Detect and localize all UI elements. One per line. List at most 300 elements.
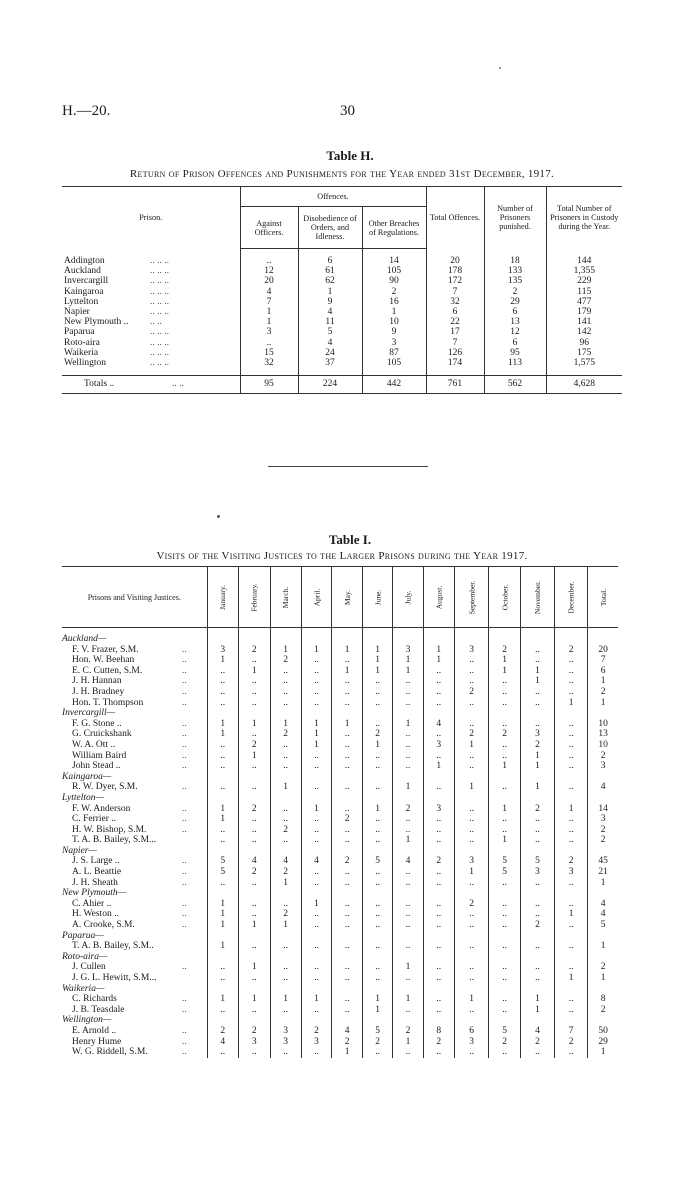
visit-count-cell: .. [454,804,489,815]
justice-name: J. H. Sheath [72,877,118,888]
visit-count-cell: 4 [520,1026,554,1037]
visit-count-cell: 21 [588,867,618,878]
justice-cell [62,655,207,666]
punished-cell: 135 [484,276,546,286]
total-against-cell: 95 [240,376,298,394]
visit-count-cell: 2 [520,920,554,931]
visit-count-cell: 1 [489,835,520,846]
justice-cell [62,909,207,920]
empty-cell [238,952,270,963]
total-total-cell: 761 [426,376,484,394]
visit-count-cell: .. [332,698,362,709]
visit-count-cell: .. [207,666,238,677]
justice-name: William Baird [72,750,127,761]
visit-count-cell: .. [454,666,489,677]
visit-count-cell: 20 [588,645,618,656]
other-cell: 90 [362,276,426,286]
justice-cell [62,719,207,730]
prison-group-name: Paparua— [62,930,104,941]
justice-cell [62,687,207,698]
punished-cell: 133 [484,266,546,276]
visit-count-cell: .. [555,1047,588,1058]
visit-count-cell: .. [238,676,270,687]
table-row [62,909,618,920]
total-cell: 6 [426,307,484,317]
visit-count-cell: .. [489,719,520,730]
justice-name: J. S. Large .. [72,856,120,867]
visit-count-cell: .. [270,676,301,687]
visit-count-cell: .. [270,814,301,825]
visit-count-cell: 1 [423,761,454,772]
visit-count-cell: .. [520,825,554,836]
visit-count-cell: 3 [520,867,554,878]
visit-count-cell: 4 [270,856,301,867]
empty-cell [270,708,301,719]
empty-cell [588,772,618,783]
prison-name: Paparua [64,327,95,338]
visit-count-cell: 1 [301,740,332,751]
visit-count-cell: 1 [270,719,301,730]
visit-count-cell: .. [301,655,332,666]
empty-cell [362,1015,392,1026]
visit-count-cell: 2 [588,687,618,698]
visit-count-cell: .. [207,751,238,762]
disob-cell: 11 [298,317,362,327]
visit-count-cell: .. [423,899,454,910]
table-row [62,1037,618,1048]
visit-count-cell: 5 [362,1026,392,1037]
justice-name: J. H. Hannan [72,676,122,687]
group-heading-row [62,634,618,645]
visit-count-cell: .. [489,1005,520,1016]
empty-cell [489,952,520,963]
empty-cell [332,952,362,963]
other-cell: 9 [362,327,426,337]
visit-count-cell: 2 [520,1037,554,1048]
leader-dots: .. [182,782,187,793]
visit-count-cell: .. [520,941,554,952]
visit-count-cell: 2 [588,751,618,762]
empty-cell [362,708,392,719]
col-custody-header: Total Number of Prisoners in Custody during the Year. [546,187,622,249]
col-other-header: Other Breaches of Regulations. [362,207,426,249]
visit-count-cell: .. [555,878,588,889]
visit-count-cell: .. [555,941,588,952]
visit-count-cell: .. [489,994,520,1005]
visit-count-cell: 1 [489,761,520,772]
empty-cell [555,634,588,645]
empty-cell [207,931,238,942]
visit-count-cell: .. [301,782,332,793]
visit-count-cell: .. [207,835,238,846]
visit-count-cell: 1 [362,1005,392,1016]
visit-count-cell: 2 [520,740,554,751]
empty-cell [454,952,489,963]
visit-count-cell: 2 [332,814,362,825]
justice-cell [62,676,207,687]
visit-count-cell: 2 [489,645,520,656]
custody-cell: 142 [546,327,622,337]
table-row [62,307,622,317]
leader-dots: .. [182,1004,187,1015]
visit-count-cell: .. [423,782,454,793]
empty-cell [362,952,392,963]
visit-count-cell: .. [555,920,588,931]
empty-cell [520,772,554,783]
prison-cell [62,297,240,307]
group-heading-row [62,952,618,963]
visit-count-cell: .. [270,973,301,984]
visit-count-cell: 6 [588,666,618,677]
visit-count-cell: .. [555,687,588,698]
visit-count-cell: .. [362,941,392,952]
empty-cell [301,846,332,857]
empty-cell [520,931,554,942]
empty-cell [301,793,332,804]
justice-name: J. H. Bradney [72,686,125,697]
empty-cell [520,793,554,804]
justice-cell [62,973,207,984]
leader-dots: .. [182,877,187,888]
empty-cell [207,846,238,857]
month-label: February. [249,582,259,612]
visit-count-cell: .. [270,804,301,815]
visit-count-cell: .. [332,751,362,762]
visit-count-cell: .. [393,1005,423,1016]
prison-name: Wellington [64,358,106,369]
against-cell: 4 [240,287,298,297]
visit-count-cell: .. [207,698,238,709]
empty-cell [520,984,554,995]
empty-cell [270,888,301,899]
empty-cell [238,708,270,719]
visit-count-cell: 2 [270,825,301,836]
empty-cell [489,772,520,783]
scan-speck [499,67,501,69]
leader-dots: .. [182,856,187,867]
empty-cell [555,984,588,995]
table-row [62,729,618,740]
visit-count-cell: .. [393,973,423,984]
visit-count-cell: 2 [238,1026,270,1037]
empty-cell [489,1015,520,1026]
empty-cell [362,846,392,857]
justice-name: H. Weston .. [72,909,119,920]
visit-count-cell: .. [301,867,332,878]
visit-count-cell: .. [238,814,270,825]
visit-count-cell: .. [555,761,588,772]
month-header [362,567,392,628]
month-label: July. [403,590,413,604]
visit-count-cell: 2 [588,825,618,836]
empty-cell [301,772,332,783]
visit-count-cell: .. [423,825,454,836]
visit-count-cell: 1 [520,1005,554,1016]
disob-cell: 5 [298,327,362,337]
leader-dots: .. [182,697,187,708]
totals-label: Totals .. [84,379,115,390]
leader-dots: .. [182,909,187,920]
prison-name: Roto-aira [64,337,100,348]
justice-name: W. G. Riddell, S.M. [72,1047,148,1058]
visit-count-cell: 1 [454,740,489,751]
visit-count-cell: .. [270,1047,301,1058]
justice-name: A. Crooke, S.M. [72,920,135,931]
empty-cell [270,931,301,942]
visit-count-cell: .. [423,994,454,1005]
total-cell: 178 [426,266,484,276]
visit-count-cell: .. [423,1047,454,1058]
visit-count-cell: .. [393,729,423,740]
table-row [62,899,618,910]
visit-count-cell: .. [270,687,301,698]
justice-cell [62,698,207,709]
month-label: October. [500,584,510,610]
visit-count-cell: .. [238,1005,270,1016]
leader-dots: .. .. .. [150,307,169,318]
month-label: May. [342,589,352,605]
visit-count-cell: .. [332,804,362,815]
empty-cell [207,634,238,645]
visit-count-cell: .. [520,835,554,846]
other-cell: 105 [362,266,426,276]
visit-count-cell: .. [555,1005,588,1016]
table-row [62,276,622,286]
visit-count-cell: .. [332,835,362,846]
total-cell: 172 [426,276,484,286]
table-row [62,804,618,815]
visit-count-cell: 1 [301,994,332,1005]
table-row [62,327,622,337]
visit-count-cell: 1 [555,804,588,815]
visit-count-cell: 4 [238,856,270,867]
visit-count-cell: .. [207,1005,238,1016]
visit-count-cell: .. [454,1005,489,1016]
empty-cell [454,931,489,942]
visit-count-cell: .. [270,941,301,952]
visit-count-cell: .. [207,878,238,889]
justice-cell [62,1005,207,1016]
table-row [62,825,618,836]
visit-count-cell: .. [520,687,554,698]
leader-dots: .. [182,867,187,878]
empty-cell [489,888,520,899]
custody-cell: 175 [546,348,622,358]
against-cell: .. [240,256,298,266]
leader-dots: .. [182,962,187,973]
total-other-cell: 442 [362,376,426,394]
leader-dots: .. .. .. [150,266,169,277]
col-offences-group-header: Offences. [240,187,426,207]
empty-cell [454,846,489,857]
visit-count-cell: .. [393,676,423,687]
empty-cell [207,772,238,783]
visit-count-cell: .. [332,920,362,931]
visit-count-cell: 3 [588,814,618,825]
visit-count-cell: .. [555,825,588,836]
leader-dots: .. .. .. [150,286,169,297]
visit-count-cell: .. [362,878,392,889]
visit-count-cell: .. [207,962,238,973]
visit-count-cell: 1 [423,645,454,656]
col-disobedience-header: Disobedience of Orders, and Idleness. [298,207,362,249]
empty-cell [454,708,489,719]
total-cell: 20 [426,256,484,266]
empty-cell [588,708,618,719]
report-code: H.—20. [62,103,111,119]
visit-count-cell: .. [362,698,392,709]
visit-count-cell: 1 [207,920,238,931]
visit-count-cell: .. [332,973,362,984]
table-row [62,835,618,846]
custody-cell: 1,355 [546,266,622,276]
visit-count-cell: 50 [588,1026,618,1037]
month-label: November. [532,580,542,614]
visit-count-cell: 1 [555,973,588,984]
visit-count-cell: .. [301,973,332,984]
other-cell: 14 [362,256,426,266]
empty-cell [332,888,362,899]
visit-count-cell: 5 [207,867,238,878]
visit-count-cell: .. [555,719,588,730]
visit-count-cell: .. [520,814,554,825]
empty-cell [362,793,392,804]
table-row [62,266,622,276]
table-row [62,358,622,368]
disob-cell: 4 [298,338,362,348]
empty-cell [555,708,588,719]
visit-count-cell: .. [454,655,489,666]
leader-dots: .. [182,729,187,740]
visit-count-cell: .. [393,751,423,762]
empty-cell [555,952,588,963]
visit-count-cell: 1 [362,994,392,1005]
visit-count-cell: 10 [588,740,618,751]
empty-cell [588,888,618,899]
visit-count-cell: 3 [301,1037,332,1048]
visit-count-cell: 4 [588,899,618,910]
prison-group-name: Auckland— [62,634,107,644]
visit-count-cell: 5 [588,920,618,931]
against-cell: 7 [240,297,298,307]
visit-count-cell: .. [270,761,301,772]
visit-count-cell: 13 [588,729,618,740]
punished-cell: 113 [484,358,546,368]
visit-count-cell: .. [238,909,270,920]
empty-cell [301,952,332,963]
leader-dots: .. .. .. [150,327,169,338]
month-header [270,567,301,628]
leader-dots: .. [182,803,187,814]
visit-count-cell: .. [520,973,554,984]
empty-cell [555,931,588,942]
empty-cell [238,793,270,804]
visit-count-cell: 1 [588,676,618,687]
visit-count-cell: 3 [270,1037,301,1048]
group-heading-row [62,888,618,899]
justice-name: E. C. Cutten, S.M. [72,665,143,676]
month-label: June. [373,589,383,605]
spacer-row [62,249,622,257]
col-punished-header: Number of Prisoners punished. [484,187,546,249]
justice-cell [62,729,207,740]
visit-count-cell: .. [238,1047,270,1058]
total-cell: 126 [426,348,484,358]
table-i-body [62,628,618,1058]
empty-cell [423,984,454,995]
empty-cell [489,846,520,857]
visit-count-cell: 2 [588,835,618,846]
leader-dots: .. [182,824,187,835]
table-row [62,645,618,656]
visit-count-cell: .. [393,687,423,698]
other-cell: 87 [362,348,426,358]
visit-count-cell: 4 [588,909,618,920]
group-heading-row [62,772,618,783]
visit-count-cell: .. [454,909,489,920]
justice-cell [62,1037,207,1048]
total-custody-cell: 4,628 [546,376,622,394]
empty-cell [588,846,618,857]
visit-count-cell: .. [393,761,423,772]
visit-count-cell: .. [393,825,423,836]
justice-cell [62,856,207,867]
visit-count-cell: 2 [393,1026,423,1037]
visit-count-cell: .. [301,920,332,931]
empty-cell [362,772,392,783]
empty-cell [555,846,588,857]
visit-count-cell: 1 [270,645,301,656]
visit-count-cell: 1 [393,666,423,677]
table-row [62,676,618,687]
justice-cell [62,962,207,973]
empty-cell [393,793,423,804]
visit-count-cell: .. [489,909,520,920]
empty-cell [207,708,238,719]
visit-count-cell: 45 [588,856,618,867]
visit-count-cell: .. [301,761,332,772]
empty-cell [362,634,392,645]
visit-count-cell: .. [362,751,392,762]
empty-cell [301,888,332,899]
visit-count-cell: .. [520,645,554,656]
visit-count-cell: .. [454,719,489,730]
visit-count-cell: .. [423,878,454,889]
prison-cell [62,256,240,266]
month-header [423,567,454,628]
visit-count-cell: 1 [454,782,489,793]
visit-count-cell: 2 [332,856,362,867]
visit-count-cell: .. [489,814,520,825]
visit-count-cell: 1 [207,655,238,666]
table-row [62,666,618,677]
visit-count-cell: 3 [238,1037,270,1048]
empty-cell [454,772,489,783]
month-label: April. [312,588,322,606]
visit-count-cell: .. [454,814,489,825]
col-total-offences-header: Total Offences. [426,187,484,249]
leader-dots: .. [182,1047,187,1058]
disob-cell: 9 [298,297,362,307]
justice-name: J. G. L. Hewitt, S.M... [72,973,157,983]
visit-count-cell: .. [332,899,362,910]
visit-count-cell: 3 [423,740,454,751]
visit-count-cell: 8 [588,994,618,1005]
empty-cell [270,984,301,995]
scan-speck [217,515,220,518]
other-cell: 3 [362,338,426,348]
justice-name: Henry Hume [72,1036,122,1047]
